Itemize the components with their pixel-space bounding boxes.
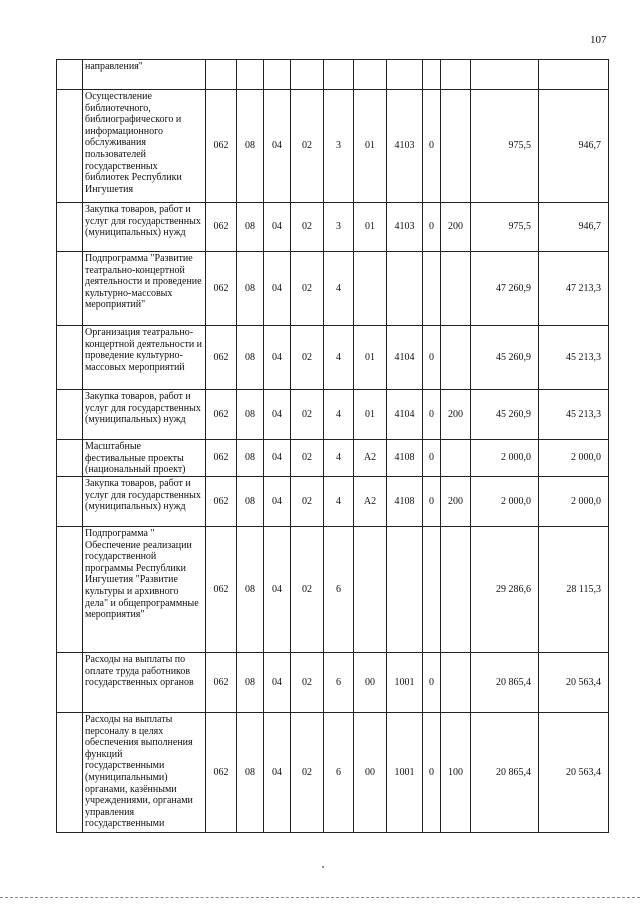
rz-cell: 08 xyxy=(237,390,264,440)
table-row xyxy=(57,90,609,203)
vr-cell: 200 xyxy=(441,477,471,527)
cs2-cell: 4 xyxy=(324,440,354,477)
cs5-cell xyxy=(423,252,441,326)
sum1-cell: 45 260,9 xyxy=(471,390,539,440)
vr-cell: 200 xyxy=(441,390,471,440)
bottom-rule xyxy=(0,897,640,898)
pr-cell: 04 xyxy=(264,390,291,440)
cs2-cell xyxy=(324,60,354,90)
sum2-cell: 45 213,3 xyxy=(539,326,609,390)
item-name-cell: направления" xyxy=(83,60,206,90)
row-index-cell xyxy=(57,653,83,713)
row-index-cell xyxy=(57,527,83,653)
cs3-cell: А2 xyxy=(354,477,387,527)
kvsr-cell: 062 xyxy=(206,203,237,252)
rz-cell xyxy=(237,60,264,90)
row-index-cell xyxy=(57,477,83,527)
cs1-cell xyxy=(291,60,324,90)
item-name-cell: Закупка товаров, работ и услуг для государственных (муниципальных) нужд xyxy=(83,203,206,252)
table-row xyxy=(57,390,609,440)
cs3-cell: 01 xyxy=(354,390,387,440)
pr-cell: 04 xyxy=(264,252,291,326)
vr-cell: 200 xyxy=(441,203,471,252)
cs5-cell xyxy=(423,527,441,653)
sum2-cell: 946,7 xyxy=(539,90,609,203)
sum2-cell: 946,7 xyxy=(539,203,609,252)
table-row xyxy=(57,653,609,713)
cs2-cell: 6 xyxy=(324,653,354,713)
item-name-cell: Подпрограмма "Развитие театрально-концертной деятельности и проведение культурно-массовых мероприятий" xyxy=(83,252,206,326)
sum1-cell xyxy=(471,60,539,90)
cs3-cell: 00 xyxy=(354,653,387,713)
rz-cell: 08 xyxy=(237,252,264,326)
cs4-cell: 1001 xyxy=(387,653,423,713)
item-name-cell: Расходы на выплаты по оплате труда работников государственных органов xyxy=(83,653,206,713)
budget-table xyxy=(56,59,609,833)
cs3-cell: 00 xyxy=(354,713,387,833)
sum1-cell: 45 260,9 xyxy=(471,326,539,390)
row-index-cell xyxy=(57,390,83,440)
kvsr-cell: 062 xyxy=(206,90,237,203)
rz-cell: 08 xyxy=(237,203,264,252)
item-name-cell: Закупка товаров, работ и услуг для государственных (муниципальных) нужд xyxy=(83,477,206,527)
vr-cell xyxy=(441,527,471,653)
cs2-cell: 3 xyxy=(324,203,354,252)
cs1-cell: 02 xyxy=(291,477,324,527)
cs5-cell: 0 xyxy=(423,90,441,203)
cs4-cell xyxy=(387,252,423,326)
cs2-cell: 4 xyxy=(324,252,354,326)
kvsr-cell: 062 xyxy=(206,326,237,390)
cs1-cell: 02 xyxy=(291,713,324,833)
sum1-cell: 2 000,0 xyxy=(471,440,539,477)
table-row xyxy=(57,326,609,390)
sum2-cell: 45 213,3 xyxy=(539,390,609,440)
pr-cell: 04 xyxy=(264,713,291,833)
rz-cell: 08 xyxy=(237,477,264,527)
cs3-cell: 01 xyxy=(354,203,387,252)
sum2-cell: 28 115,3 xyxy=(539,527,609,653)
rz-cell: 08 xyxy=(237,653,264,713)
cs3-cell: 01 xyxy=(354,326,387,390)
cs4-cell: 4104 xyxy=(387,390,423,440)
sum2-cell: 47 213,3 xyxy=(539,252,609,326)
row-index-cell xyxy=(57,90,83,203)
cs2-cell: 4 xyxy=(324,390,354,440)
vr-cell xyxy=(441,90,471,203)
cs1-cell: 02 xyxy=(291,527,324,653)
sum1-cell: 47 260,9 xyxy=(471,252,539,326)
row-index-cell xyxy=(57,203,83,252)
item-name-cell: Масштабные фестивальные проекты (национальный проект) xyxy=(83,440,206,477)
pr-cell xyxy=(264,60,291,90)
row-index-cell xyxy=(57,326,83,390)
item-name-cell: Расходы на выплаты персоналу в целях обеспечения выполнения функций государственными (муниципальными) органами, казёнными учреждениями, органами управления государственными xyxy=(83,713,206,833)
sum2-cell: 2 000,0 xyxy=(539,440,609,477)
sum1-cell: 20 865,4 xyxy=(471,653,539,713)
cs2-cell: 3 xyxy=(324,90,354,203)
cs2-cell: 6 xyxy=(324,527,354,653)
cs2-cell: 4 xyxy=(324,477,354,527)
cs5-cell: 0 xyxy=(423,653,441,713)
sum1-cell: 29 286,6 xyxy=(471,527,539,653)
sum1-cell: 975,5 xyxy=(471,203,539,252)
kvsr-cell: 062 xyxy=(206,252,237,326)
cs2-cell: 4 xyxy=(324,326,354,390)
vr-cell: 100 xyxy=(441,713,471,833)
cs4-cell: 4103 xyxy=(387,90,423,203)
row-index-cell xyxy=(57,252,83,326)
pr-cell: 04 xyxy=(264,527,291,653)
rz-cell: 08 xyxy=(237,90,264,203)
kvsr-cell xyxy=(206,60,237,90)
pr-cell: 04 xyxy=(264,203,291,252)
cs5-cell xyxy=(423,60,441,90)
kvsr-cell: 062 xyxy=(206,440,237,477)
kvsr-cell: 062 xyxy=(206,390,237,440)
cs4-cell xyxy=(387,60,423,90)
table-row xyxy=(57,440,609,477)
table-row xyxy=(57,477,609,527)
table-row xyxy=(57,203,609,252)
pr-cell: 04 xyxy=(264,326,291,390)
sum1-cell: 2 000,0 xyxy=(471,477,539,527)
vr-cell xyxy=(441,653,471,713)
kvsr-cell: 062 xyxy=(206,713,237,833)
cs5-cell: 0 xyxy=(423,203,441,252)
rz-cell: 08 xyxy=(237,713,264,833)
item-name-cell: Осуществление библиотечного, библиографического и информационного обслуживания пользователей государственных библиотек Республики Ингушетия xyxy=(83,90,206,203)
sum2-cell: 2 000,0 xyxy=(539,477,609,527)
kvsr-cell: 062 xyxy=(206,653,237,713)
cs3-cell xyxy=(354,60,387,90)
pr-cell: 04 xyxy=(264,653,291,713)
item-name-cell: Подпрограмма " Обеспечение реализации государственной программы Республики Ингушетия "Развитие культуры и архивного дела" и общепрограммные мероприятия" xyxy=(83,527,206,653)
cs4-cell: 4108 xyxy=(387,440,423,477)
vr-cell xyxy=(441,252,471,326)
cs5-cell: 0 xyxy=(423,713,441,833)
cs1-cell: 02 xyxy=(291,203,324,252)
rz-cell: 08 xyxy=(237,440,264,477)
cs4-cell xyxy=(387,527,423,653)
item-name-cell: Организация театрально-концертной деятельности и проведение культурно-массовых мероприятий xyxy=(83,326,206,390)
rz-cell: 08 xyxy=(237,527,264,653)
row-index-cell xyxy=(57,60,83,90)
cs3-cell: 01 xyxy=(354,90,387,203)
pr-cell: 04 xyxy=(264,90,291,203)
cs4-cell: 1001 xyxy=(387,713,423,833)
table-row xyxy=(57,60,609,90)
pr-cell: 04 xyxy=(264,440,291,477)
sum1-cell: 20 865,4 xyxy=(471,713,539,833)
cs3-cell xyxy=(354,527,387,653)
cs1-cell: 02 xyxy=(291,653,324,713)
kvsr-cell: 062 xyxy=(206,477,237,527)
vr-cell xyxy=(441,60,471,90)
row-index-cell xyxy=(57,440,83,477)
row-index-cell xyxy=(57,713,83,833)
cs5-cell: 0 xyxy=(423,326,441,390)
cs5-cell: 0 xyxy=(423,390,441,440)
cs3-cell xyxy=(354,252,387,326)
cs1-cell: 02 xyxy=(291,326,324,390)
cs5-cell: 0 xyxy=(423,477,441,527)
table-row xyxy=(57,527,609,653)
kvsr-cell: 062 xyxy=(206,527,237,653)
cs4-cell: 4108 xyxy=(387,477,423,527)
cs1-cell: 02 xyxy=(291,390,324,440)
scan-speck xyxy=(322,866,324,868)
cs1-cell: 02 xyxy=(291,440,324,477)
rz-cell: 08 xyxy=(237,326,264,390)
cs4-cell: 4104 xyxy=(387,326,423,390)
cs1-cell: 02 xyxy=(291,252,324,326)
sum2-cell: 20 563,4 xyxy=(539,653,609,713)
sum2-cell xyxy=(539,60,609,90)
table-row xyxy=(57,252,609,326)
sum1-cell: 975,5 xyxy=(471,90,539,203)
vr-cell xyxy=(441,440,471,477)
cs3-cell: А2 xyxy=(354,440,387,477)
item-name-cell: Закупка товаров, работ и услуг для государственных (муниципальных) нужд xyxy=(83,390,206,440)
cs4-cell: 4103 xyxy=(387,203,423,252)
vr-cell xyxy=(441,326,471,390)
cs2-cell: 6 xyxy=(324,713,354,833)
cs1-cell: 02 xyxy=(291,90,324,203)
table-row xyxy=(57,713,609,833)
page-number: 107 xyxy=(590,34,607,46)
sum2-cell: 20 563,4 xyxy=(539,713,609,833)
cs5-cell: 0 xyxy=(423,440,441,477)
pr-cell: 04 xyxy=(264,477,291,527)
